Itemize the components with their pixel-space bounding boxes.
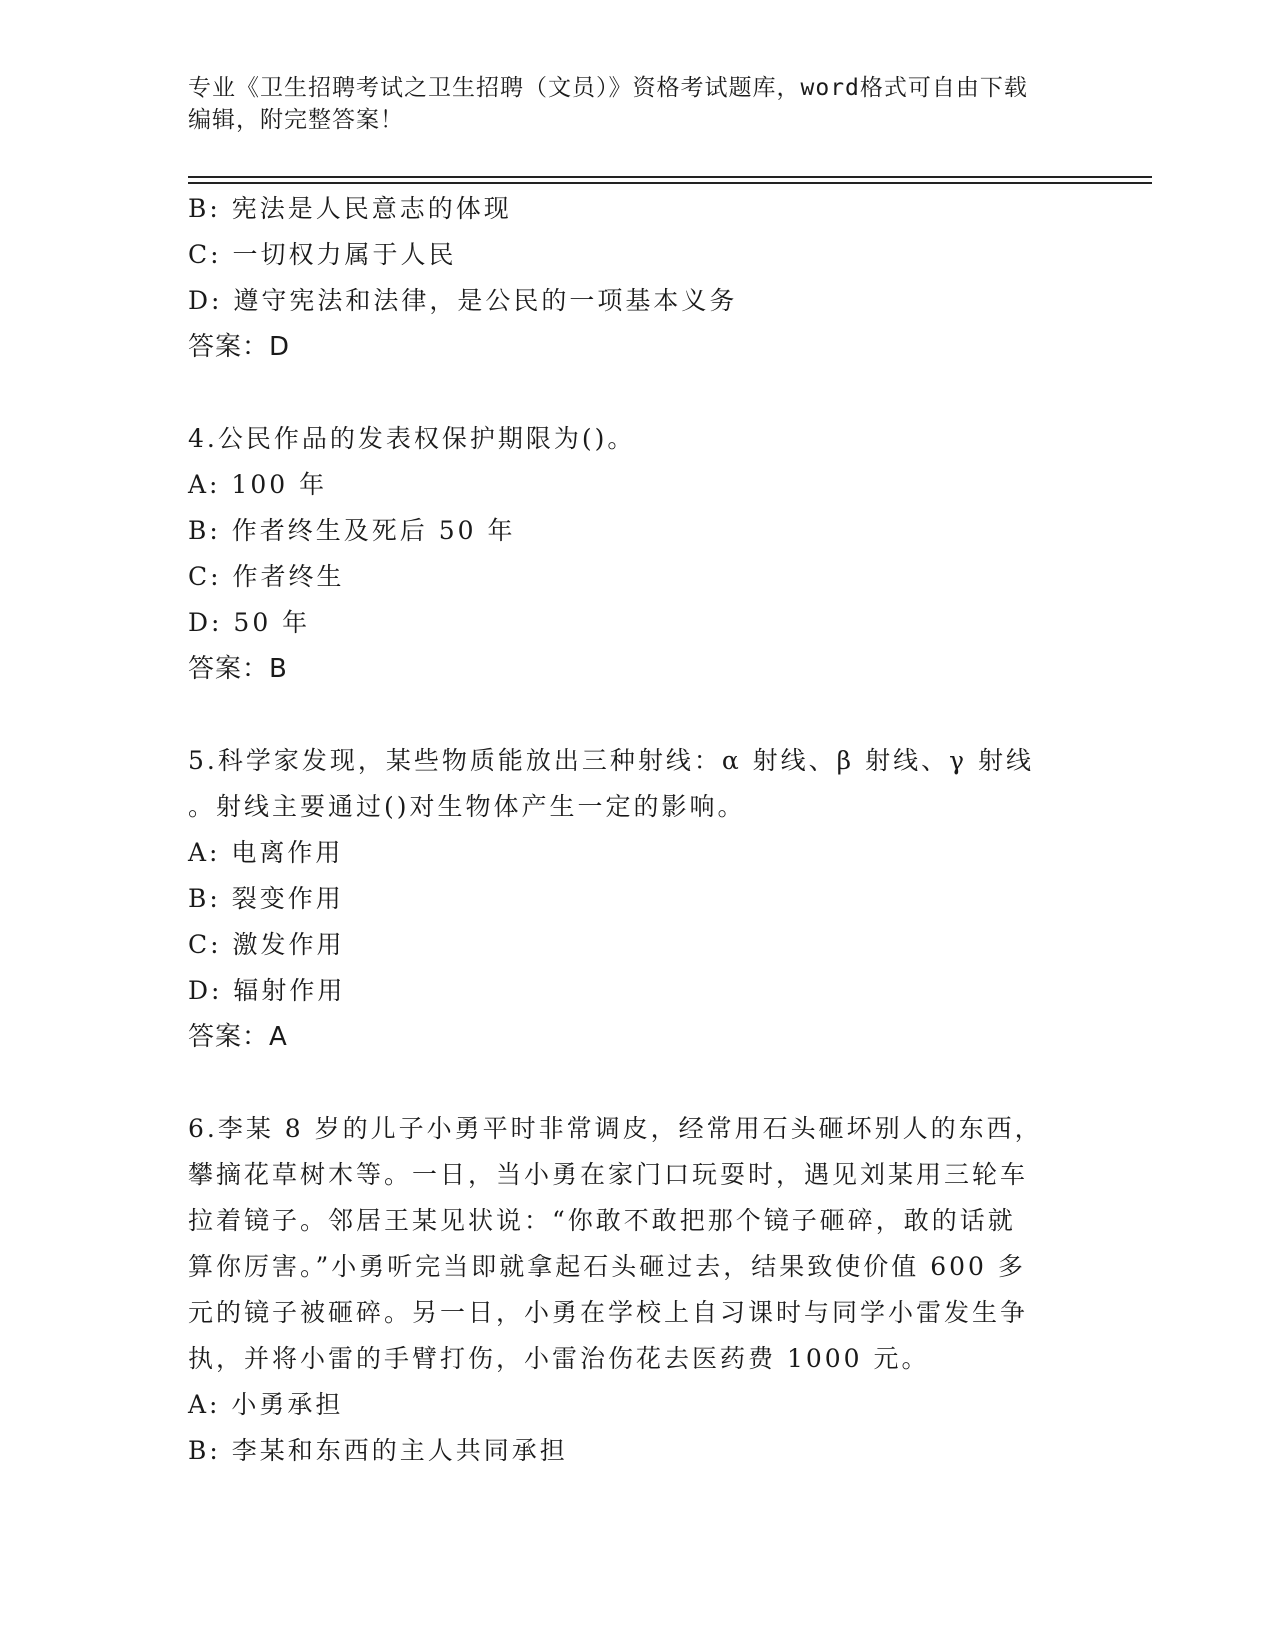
header-line-2: 编辑，附完整答案！ (188, 107, 404, 133)
header-divider-bottom (188, 182, 1152, 184)
q6-question-line-6: 执，并将小雷的手臂打伤，小雷治伤花去医药费 1000 元。 (188, 1344, 930, 1373)
q5-option-a: A: 电离作用 (188, 838, 344, 867)
q5-answer: 答案：A (188, 1022, 288, 1052)
header-line-1: 专业《卫生招聘考试之卫生招聘（文员）》资格考试题库，word格式可自由下载 (188, 75, 1028, 101)
q5-question-line-2: 。射线主要通过()对生物体产生一定的影响。 (188, 792, 746, 821)
q4-question: 4.公民作品的发表权保护期限为()。 (188, 424, 636, 453)
q4-option-d: D: 50 年 (188, 608, 311, 637)
question-content (188, 186, 1088, 1474)
q5-question-line-1: 5.科学家发现，某些物质能放出三种射线：α 射线、β 射线、γ 射线 (188, 746, 1034, 775)
q3-option-c: C: 一切权力属于人民 (188, 240, 457, 269)
q6-question-line-1: 6.李某 8 岁的儿子小勇平时非常调皮，经常用石头砸坏别人的东西， (188, 1114, 1043, 1143)
q6-option-a: A: 小勇承担 (188, 1390, 344, 1419)
q4-option-a: A: 100 年 (188, 470, 328, 499)
q3-option-d: D: 遵守宪法和法律，是公民的一项基本义务 (188, 286, 738, 315)
question-4 (188, 416, 1088, 692)
q6-question-line-3: 拉着镜子。邻居王某见状说：“你敢不敢把那个镜子砸碎，敢的话就 (188, 1206, 1016, 1235)
q6-question-line-2: 攀摘花草树木等。一日，当小勇在家门口玩耍时，遇见刘某用三轮车 (188, 1160, 1029, 1189)
q5-option-c: C: 激发作用 (188, 930, 345, 959)
q6-option-b: B: 李某和东西的主人共同承担 (188, 1436, 568, 1465)
q4-option-b: B: 作者终生及死后 50 年 (188, 516, 516, 545)
question-6 (188, 1106, 1088, 1474)
question-5 (188, 738, 1088, 1060)
q6-question-line-4: 算你厉害。”小勇听完当即就拿起石头砸过去，结果致使价值 600 多 (188, 1252, 1026, 1281)
q3-option-b: B: 宪法是人民意志的体现 (188, 194, 512, 223)
q6-question-line-5: 元的镜子被砸碎。另一日，小勇在学校上自习课时与同学小雷发生争 (188, 1298, 1029, 1327)
q5-option-d: D: 辐射作用 (188, 976, 346, 1005)
header-divider-top (188, 176, 1152, 178)
q5-option-b: B: 裂变作用 (188, 884, 344, 913)
q3-answer: 答案：D (188, 332, 291, 362)
document-header (188, 72, 1068, 136)
q4-answer: 答案：B (188, 654, 288, 684)
q4-option-c: C: 作者终生 (188, 562, 345, 591)
question-3 (188, 186, 1088, 370)
